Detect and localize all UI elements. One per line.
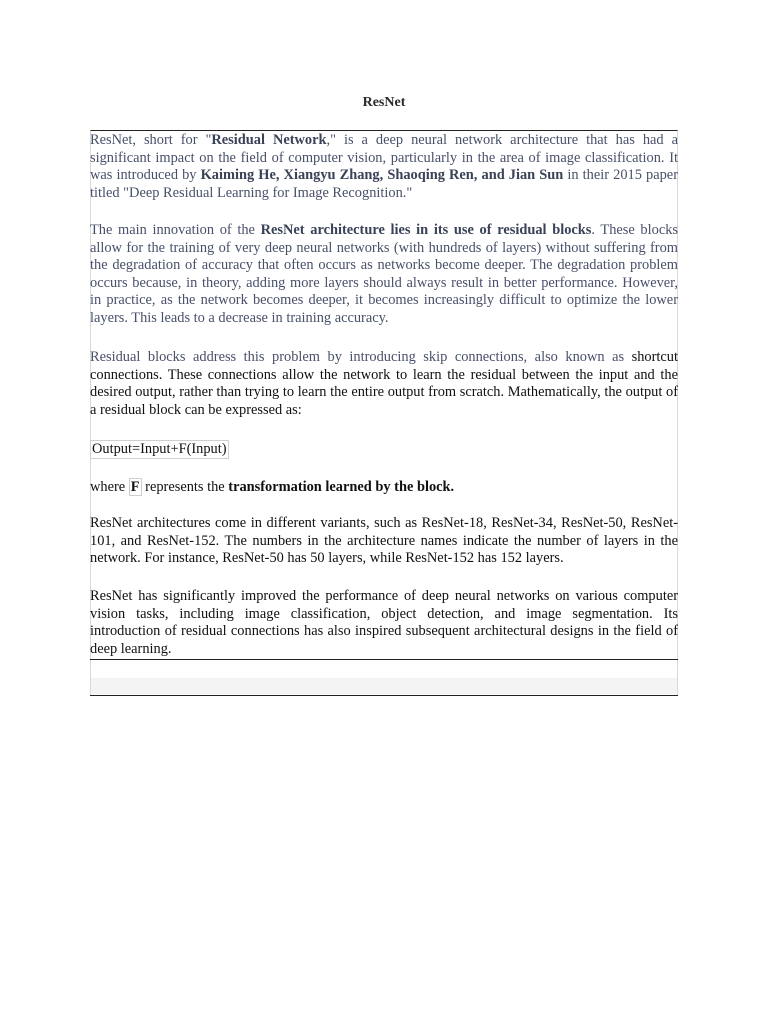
where-text-2: represents the — [141, 479, 229, 495]
variable-f: F — [130, 479, 140, 495]
innovation-text-1: The main innovation of the — [90, 222, 261, 238]
empty-row-fill — [91, 678, 677, 694]
paragraph-where — [90, 478, 678, 497]
document-title: ResNet — [362, 95, 406, 110]
residual-text-2: shortcut connections. These connections allow the network to learn the residual between the input and the desired output, rather than trying to learn the entire output from scratch. Mathematically, the output of a residual block can be expressed as: — [90, 349, 678, 418]
paragraph-impact: ResNet has significantly improved the performance of deep neural networks on various computer vision tasks, including image classification, object detection, and image segmentation. Its introduction of residual connections has also inspired subsequent architectural designs in the field of deep learning. — [90, 588, 678, 657]
paragraph-intro — [90, 132, 678, 202]
residual-text-1: Residual blocks address this problem by introducing skip connections, also known as — [90, 349, 632, 365]
intro-text-1: ResNet, short for " — [90, 132, 212, 148]
intro-bold-residual-network: Residual Network — [211, 132, 327, 148]
paragraph-variants: ResNet architectures come in different variants, such as ResNet-18, ResNet-34, ResNet-50, ResNet-101, and ResNet-152. The numbers in the architecture names indicate the number of layers in the network. For instance, ResNet-50 has 50 layers, while ResNet-152 has 152 layers. — [90, 515, 678, 567]
intro-text-3: in their 2015 paper titled "Deep Residual Learning for Image Recognition." — [90, 167, 678, 201]
where-bold: transformation learned by the block. — [228, 479, 455, 495]
innovation-bold: ResNet architecture lies in its use of residual blocks — [260, 222, 592, 238]
paragraph-formula — [90, 440, 678, 459]
where-text-1: where — [90, 479, 129, 495]
intro-text-2: ," is a deep neural network architecture that has had a significant impact on the field of computer vision, particularly in the area of image classification. It was introduced by — [90, 132, 678, 184]
table-bottom-border — [90, 695, 678, 696]
intro-bold-authors: Kaiming He, Xiangyu Zhang, Shaoqing Ren, and Jian Sun — [200, 167, 564, 184]
paragraph-innovation — [90, 222, 678, 328]
innovation-text-2: . These blocks allow for the training of very deep neural networks (with hundreds of layers) without suffering from the degradation of accuracy that often occurs as networks become deeper. The degradation problem occurs because, in theory, adding more layers should always result in better performance. However, in practice, as the network becomes deeper, it becomes increasingly difficult to optimize the lower layers. This leads to a decrease in training accuracy. — [90, 222, 678, 326]
paragraph-residual-blocks — [90, 349, 678, 419]
formula-box: Output=Input+F(Input) — [92, 441, 227, 457]
